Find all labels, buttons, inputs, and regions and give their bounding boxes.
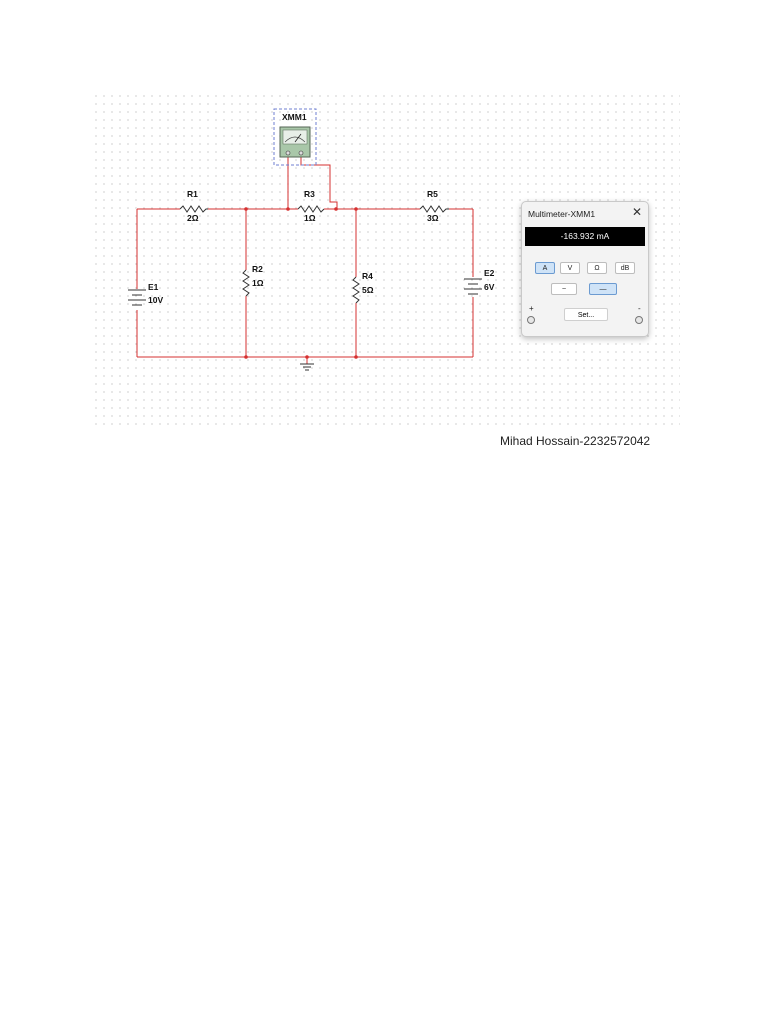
r4-name: R4 [362, 271, 373, 281]
e2-name: E2 [484, 268, 495, 278]
r4-value: 5Ω [362, 285, 374, 295]
meter-label: XMM1 [282, 112, 307, 122]
dc-button[interactable]: — [589, 283, 617, 295]
resistor-r3[interactable] [298, 189, 324, 223]
resistor-r5[interactable] [420, 189, 449, 223]
e2-value: 6V [484, 282, 495, 292]
resistor-r1[interactable] [180, 189, 208, 223]
multimeter-reading: -163.932 mA [525, 227, 645, 246]
r2-name: R2 [252, 264, 263, 274]
ac-button[interactable]: ~ [551, 283, 577, 295]
r1-value: 2Ω [187, 213, 199, 223]
multimeter-title: Multimeter-XMM1 [528, 209, 596, 219]
ground-icon [300, 364, 314, 370]
battery-e2[interactable] [464, 268, 495, 294]
mode-decibel-button[interactable]: dB [615, 262, 635, 274]
author-credit: Mihad Hossain-2232572042 [500, 434, 651, 448]
multimeter-xmm1-symbol[interactable] [274, 109, 316, 165]
battery-e1[interactable] [128, 282, 163, 305]
r5-name: R5 [427, 189, 438, 199]
r5-value: 3Ω [427, 213, 439, 223]
mode-ampere-button[interactable]: A [535, 262, 555, 274]
mode-ohm-button[interactable]: Ω [587, 262, 607, 274]
multimeter-panel[interactable] [521, 201, 649, 337]
r3-value: 1Ω [304, 213, 316, 223]
plus-terminal[interactable] [527, 316, 535, 324]
r3-name: R3 [304, 189, 315, 199]
r1-name: R1 [187, 189, 198, 199]
e1-value: 10V [148, 295, 164, 305]
mode-volt-button[interactable]: V [560, 262, 580, 274]
wires [137, 156, 473, 364]
plus-sign: + [529, 304, 534, 313]
close-icon[interactable]: ✕ [631, 205, 642, 219]
e1-name: E1 [148, 282, 159, 292]
set-button[interactable]: Set... [564, 308, 608, 321]
minus-sign: - [638, 304, 641, 313]
r2-value: 1Ω [252, 278, 264, 288]
minus-terminal[interactable] [635, 316, 643, 324]
